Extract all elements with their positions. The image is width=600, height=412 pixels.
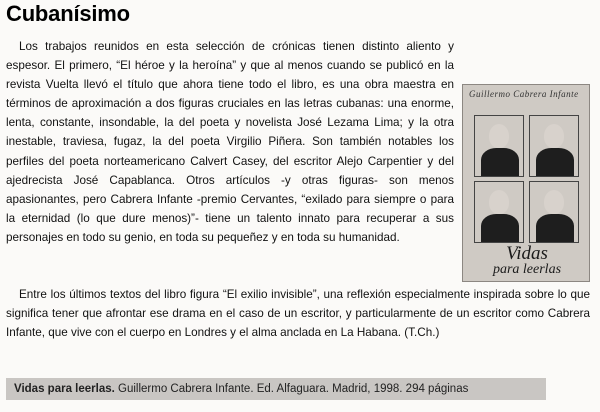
paragraph-1: Los trabajos reunidos en esta selección de crónicas tienen distinto aliento y espesor. El primero, “El héroe y la heroína” y que al menos cuando se publicó en la revista Vuelta llevó el título que ahora tiene todo el libro, es una obra maestra en términos de aproximación a dos figuras cruciales en las letras cubanas: una enorme, lenta, constante, insondable, la del poeta y novelista José Lezama Lima; y la otra inestable, traviesa, fugaz, la del poeta Virgilio Piñera. Son también notables los perfiles del poeta norteamericano Calvert Casey, del escritor Alejo Carpentier y del ajedrecista José Capablanca. Otros artículos -y otras figuras- son menos apasionantes, pero Cabrera Infante -premio Cervantes, “exilado para siempre o para la eternidad (lo que dure menos)”- tiene un talento innato para recuperar a sus personajes en todo su genio, en toda su pequeñez y en toda su humanidad. [6, 40, 454, 244]
book-info-title: Vidas para leerlas. [14, 383, 115, 395]
book-cover-author: Guillermo Cabrera Infante [469, 89, 579, 99]
portrait-photo-1 [474, 115, 524, 177]
article-body-tail [6, 285, 590, 342]
portrait-photo-4 [529, 181, 579, 243]
book-info-details: Guillermo Cabrera Infante. Ed. Alfaguara. Madrid, 1998. 294 páginas [118, 383, 469, 395]
article-body [6, 37, 454, 247]
book-cover-title-line-1: Vidas [506, 243, 548, 264]
book-cover-title-line-2: para leerlas [492, 262, 562, 277]
article-title: Cubanísimo [6, 1, 130, 26]
portrait-photo-2 [529, 115, 579, 177]
portrait-photo-3 [474, 181, 524, 243]
paragraph-2: Entre los últimos textos del libro figura “El exilio invisible”, una reflexión especialmente inspirada sobre lo que significa tener que afrontar ese drama en el caso de un escritor, y particularmente de un escritor como Cabrera Infante, que vive con el cuerpo en Londres y el alma anclada en La Habana. (T.Ch.) [6, 288, 590, 340]
book-info [14, 381, 468, 397]
book-cover-image [462, 84, 590, 282]
